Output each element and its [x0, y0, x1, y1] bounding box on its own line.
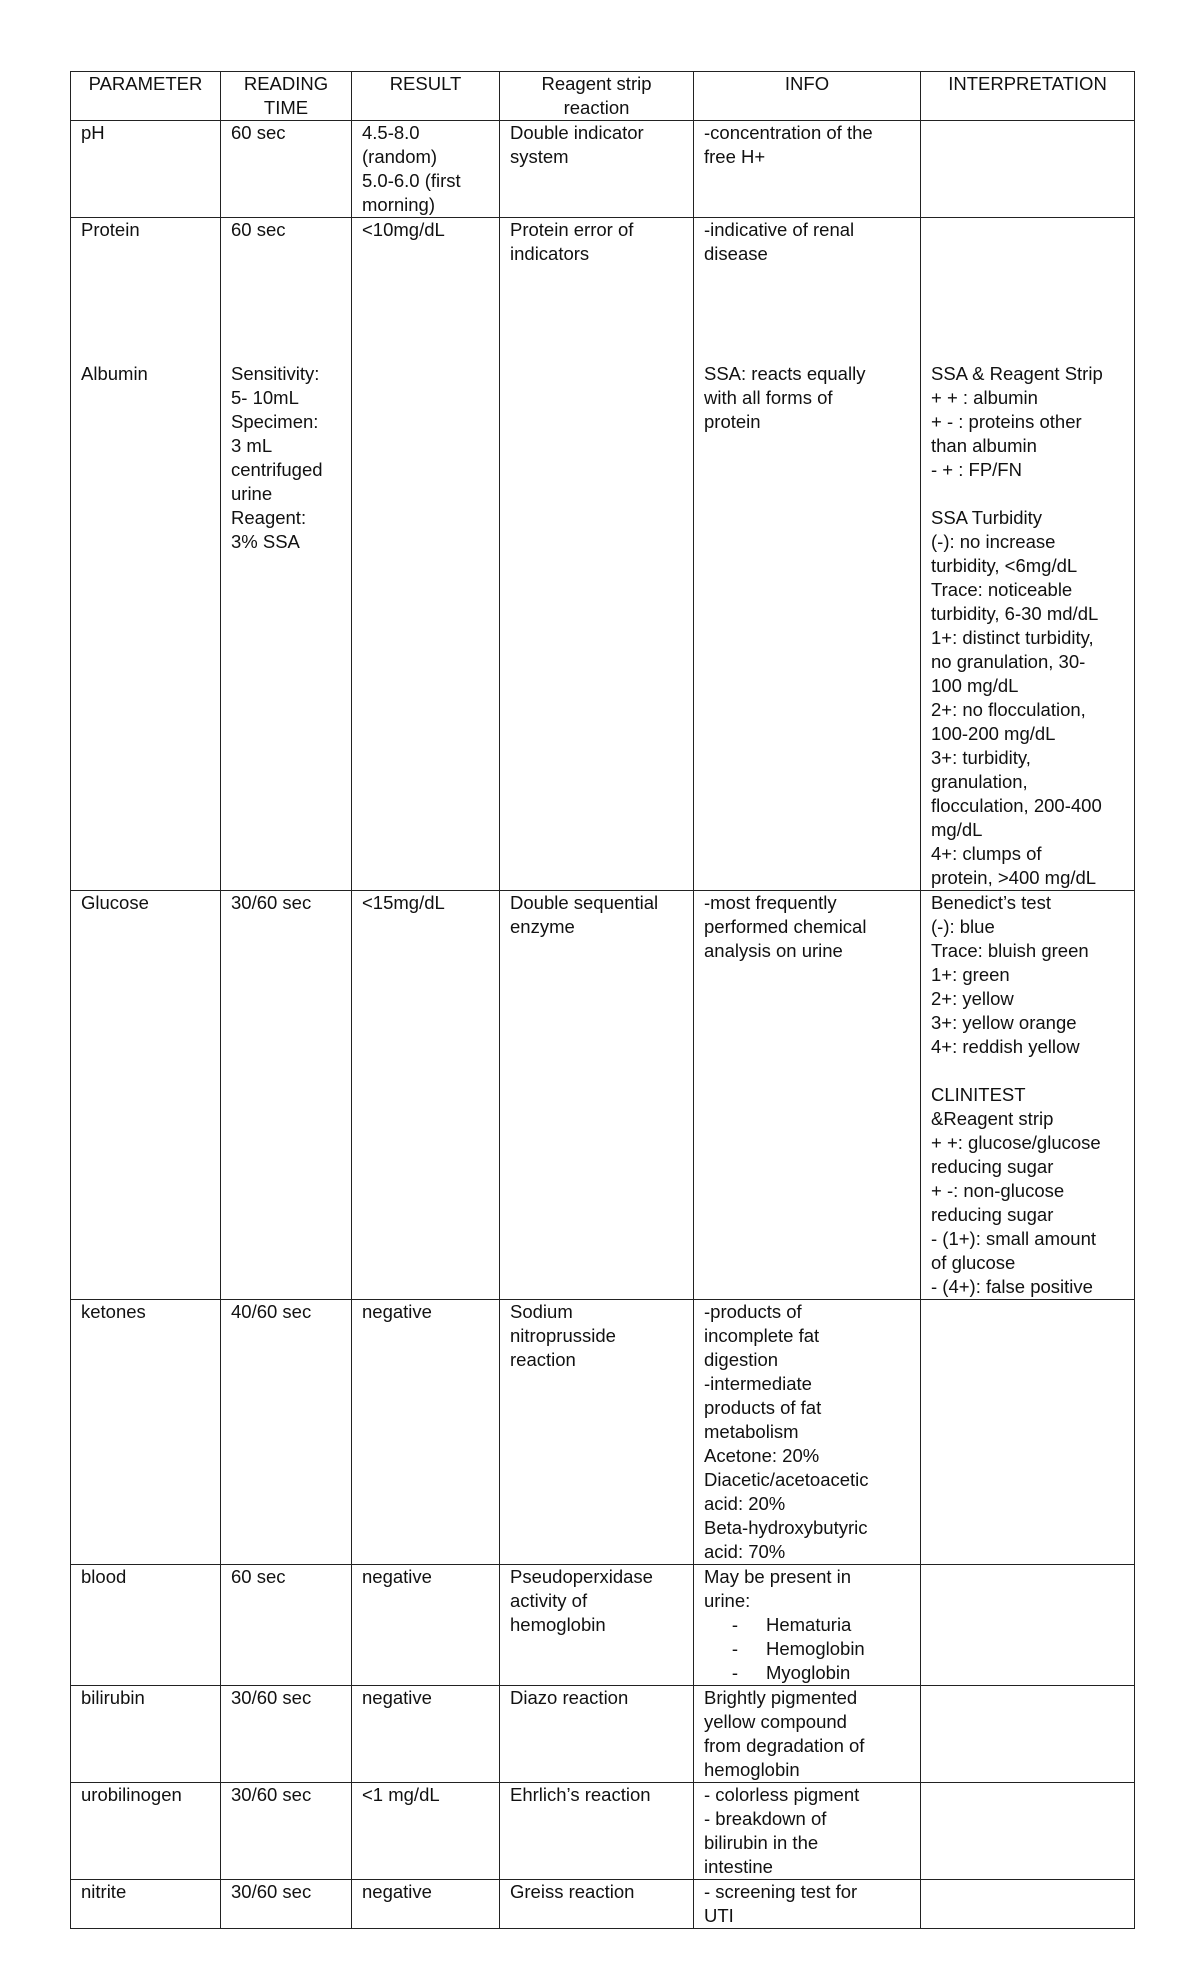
cell-interpretation [921, 1783, 1135, 1880]
cell-info [694, 1880, 921, 1929]
text-line: 1+: distinct turbidity, [931, 627, 1094, 648]
text-line: Benedict’s test [931, 892, 1051, 913]
header-interpretation [921, 72, 1135, 121]
bullet-text: Hematuria [766, 1614, 852, 1635]
cell-reading-time: 60 sec [221, 1565, 352, 1686]
cell-info [694, 1565, 921, 1686]
urinalysis-reference-table [70, 71, 1135, 1929]
cell-interpretation [921, 218, 1135, 363]
text-line: <10mg/dL [362, 219, 445, 240]
text-line: flocculation, 200-400 [931, 795, 1102, 816]
cell-interpretation [921, 1300, 1135, 1565]
text-line: hemoglobin [704, 1759, 800, 1780]
bullet-item [704, 1661, 912, 1685]
text-line: morning) [362, 194, 435, 215]
text-line: than albumin [931, 435, 1037, 456]
interpretation-block [931, 362, 1126, 482]
text-line: negative [362, 1301, 432, 1322]
text-line: protein [704, 411, 761, 432]
text-line: hemoglobin [510, 1614, 606, 1635]
cell-reagent-reaction [500, 1565, 694, 1686]
text-line: - (4+): false positive [931, 1276, 1093, 1297]
text-line: acid: 70% [704, 1541, 786, 1562]
text-line: Diacetic/acetoacetic [704, 1469, 869, 1490]
text-line: INFO [784, 73, 830, 94]
cell-parameter: Glucose [71, 891, 221, 1300]
text-line: turbidity, 6-30 md/dL [931, 603, 1099, 624]
text-line: 4+: clumps of [931, 843, 1042, 864]
bullet-item [704, 1637, 912, 1661]
text-line: + +: glucose/glucose [931, 1132, 1101, 1153]
cell-reagent-reaction [500, 362, 694, 891]
cell-interpretation [921, 121, 1135, 218]
text-line: reaction [563, 97, 630, 118]
table-row-glucose [71, 891, 1135, 1300]
text-line: Specimen: [231, 411, 319, 432]
header-parameter [71, 72, 221, 121]
cell-interpretation [921, 1880, 1135, 1929]
text-line: CLINITEST [931, 1084, 1026, 1105]
cell-reading-time: 30/60 sec [221, 1783, 352, 1880]
text-line: 3% SSA [231, 531, 300, 552]
header-reagent-strip-reaction [500, 72, 694, 121]
cell-reading-time: 40/60 sec [221, 1300, 352, 1565]
text-line: negative [362, 1566, 432, 1587]
text-line: (random) [362, 146, 438, 167]
text-line: 5.0-6.0 (first [362, 170, 461, 191]
cell-interpretation [921, 1686, 1135, 1783]
text-line: <15mg/dL [362, 892, 445, 913]
text-line: metabolism [704, 1421, 799, 1442]
text-line: incomplete fat [704, 1325, 820, 1346]
text-line: Reagent: [231, 507, 307, 528]
cell-reagent-reaction [500, 1880, 694, 1929]
text-line: 2+: no flocculation, [931, 699, 1086, 720]
text-line: - screening test for [704, 1881, 858, 1902]
cell-result [352, 1686, 500, 1783]
interpretation-block [931, 1083, 1126, 1299]
dash-bullet-icon: - [731, 1638, 738, 1659]
header-info [694, 72, 921, 121]
text-line: Reagent strip [541, 73, 652, 94]
dash-bullet-icon: - [731, 1662, 738, 1683]
text-line: 3 mL [231, 435, 273, 456]
cell-reagent-reaction [500, 1783, 694, 1880]
cell-reading-time: 30/60 sec [221, 1880, 352, 1929]
text-line: Ehrlich’s reaction [510, 1784, 651, 1805]
text-line: INTERPRETATION [948, 73, 1107, 94]
text-line: <1 mg/dL [362, 1784, 440, 1805]
text-line: Protein error of [510, 219, 634, 240]
cell-info [694, 891, 921, 1300]
bullet-item [704, 1613, 912, 1637]
text-line: May be present in [704, 1566, 852, 1587]
cell-info [694, 1300, 921, 1565]
text-line: negative [362, 1881, 432, 1902]
table-row-albumin [71, 362, 1135, 891]
table-row-protein [71, 218, 1135, 363]
text-line: RESULT [389, 73, 462, 94]
cell-parameter: bilirubin [71, 1686, 221, 1783]
text-line: 3+: turbidity, [931, 747, 1031, 768]
text-line: Beta-hydroxybutyric [704, 1517, 868, 1538]
table-row-nitrite [71, 1880, 1135, 1929]
text-line: READING [243, 73, 329, 94]
text-line: Double indicator [510, 122, 644, 143]
text-line: - colorless pigment [704, 1784, 860, 1805]
dash-bullet-icon: - [731, 1614, 738, 1635]
text-line: -most frequently [704, 892, 837, 913]
text-line: Sodium [510, 1301, 573, 1322]
text-line: 5- 10mL [231, 387, 299, 408]
text-line: + + : albumin [931, 387, 1038, 408]
header-reading-time [221, 72, 352, 121]
text-line: indicators [510, 243, 590, 264]
text-line: activity of [510, 1590, 588, 1611]
text-line: protein, >400 mg/dL [931, 867, 1097, 888]
text-line: -concentration of the [704, 122, 873, 143]
text-line: -intermediate [704, 1373, 812, 1394]
table-row-ketones [71, 1300, 1135, 1565]
text-line: -indicative of renal [704, 219, 855, 240]
text-line: analysis on urine [704, 940, 843, 961]
text-line: 100-200 mg/dL [931, 723, 1056, 744]
bullet-text: Hemoglobin [766, 1638, 865, 1659]
text-line: SSA Turbidity [931, 507, 1043, 528]
text-line: 4+: reddish yellow [931, 1036, 1080, 1057]
cell-parameter: urobilinogen [71, 1783, 221, 1880]
info-bullet-list [704, 1613, 912, 1685]
text-line: enzyme [510, 916, 575, 937]
text-line: 1+: green [931, 964, 1010, 985]
cell-result [352, 362, 500, 891]
cell-parameter: blood [71, 1565, 221, 1686]
interpretation-block [931, 506, 1126, 890]
text-line: performed chemical [704, 916, 867, 937]
text-line: 100 mg/dL [931, 675, 1019, 696]
text-line: yellow compound [704, 1711, 847, 1732]
text-line: Sensitivity: [231, 363, 320, 384]
text-line: Pseudoperxidase [510, 1566, 653, 1587]
text-line: Brightly pigmented [704, 1687, 858, 1708]
text-line: turbidity, <6mg/dL [931, 555, 1078, 576]
text-line: Trace: bluish green [931, 940, 1089, 961]
cell-interpretation [921, 1565, 1135, 1686]
text-line: no granulation, 30- [931, 651, 1086, 672]
table-row-blood [71, 1565, 1135, 1686]
text-line: Double sequential [510, 892, 659, 913]
cell-result [352, 891, 500, 1300]
cell-result [352, 1565, 500, 1686]
cell-parameter: Albumin [71, 362, 221, 891]
text-line: reaction [510, 1349, 576, 1370]
text-line: of glucose [931, 1252, 1016, 1273]
cell-result [352, 121, 500, 218]
text-line: disease [704, 243, 768, 264]
text-line: Diazo reaction [510, 1687, 629, 1708]
text-line: urine: [704, 1590, 751, 1611]
info-text [704, 1565, 912, 1613]
interpretation-block [931, 891, 1126, 1059]
text-line: (-): no increase [931, 531, 1056, 552]
text-line: &Reagent strip [931, 1108, 1054, 1129]
text-line: granulation, [931, 771, 1028, 792]
cell-info [694, 1783, 921, 1880]
text-line: mg/dL [931, 819, 983, 840]
text-line: free H+ [704, 146, 766, 167]
cell-reagent-reaction [500, 1300, 694, 1565]
cell-result [352, 1783, 500, 1880]
cell-parameter: nitrite [71, 1880, 221, 1929]
text-line: (-): blue [931, 916, 995, 937]
cell-result [352, 1300, 500, 1565]
text-line: intestine [704, 1856, 773, 1877]
text-line: centrifuged [231, 459, 323, 480]
text-line: products of fat [704, 1397, 822, 1418]
text-line: + - : proteins other [931, 411, 1082, 432]
cell-result [352, 218, 500, 363]
cell-reagent-reaction [500, 1686, 694, 1783]
text-line: SSA: reacts equally [704, 363, 866, 384]
text-line: from degradation of [704, 1735, 865, 1756]
bullet-text: Myoglobin [766, 1662, 851, 1683]
text-line: - + : FP/FN [931, 459, 1022, 480]
cell-result [352, 1880, 500, 1929]
cell-reagent-reaction [500, 218, 694, 363]
header-result [352, 72, 500, 121]
cell-parameter: pH [71, 121, 221, 218]
cell-interpretation [921, 362, 1135, 891]
table-row-bilirubin [71, 1686, 1135, 1783]
text-line: 3+: yellow orange [931, 1012, 1077, 1033]
text-line: reducing sugar [931, 1156, 1054, 1177]
text-line: acid: 20% [704, 1493, 786, 1514]
text-line: Acetone: 20% [704, 1445, 820, 1466]
text-line: - (1+): small amount [931, 1228, 1097, 1249]
text-line: -products of [704, 1301, 802, 1322]
table-row-urobilinogen [71, 1783, 1135, 1880]
cell-reading-time: 60 sec [221, 121, 352, 218]
text-line: 2+: yellow [931, 988, 1014, 1009]
text-line: 4.5-8.0 [362, 122, 420, 143]
cell-parameter: ketones [71, 1300, 221, 1565]
cell-info [694, 218, 921, 363]
text-line: bilirubin in the [704, 1832, 819, 1853]
text-line: reducing sugar [931, 1204, 1054, 1225]
text-line: TIME [263, 97, 309, 118]
text-line: SSA & Reagent Strip [931, 363, 1103, 384]
cell-reading-time: 30/60 sec [221, 1686, 352, 1783]
cell-reagent-reaction [500, 891, 694, 1300]
text-line: system [510, 146, 569, 167]
text-line: negative [362, 1687, 432, 1708]
text-line: nitroprusside [510, 1325, 616, 1346]
text-line: Trace: noticeable [931, 579, 1073, 600]
text-line: UTI [704, 1905, 734, 1926]
cell-info [694, 1686, 921, 1783]
text-line: with all forms of [704, 387, 833, 408]
text-line: + -: non-glucose [931, 1180, 1065, 1201]
text-line: digestion [704, 1349, 779, 1370]
cell-reading-time: 60 sec [221, 218, 352, 363]
document-page [70, 71, 1134, 1929]
text-line: PARAMETER [88, 73, 203, 94]
cell-reading-time [221, 362, 352, 891]
text-line: Greiss reaction [510, 1881, 635, 1902]
table-row-ph [71, 121, 1135, 218]
cell-reading-time: 30/60 sec [221, 891, 352, 1300]
cell-interpretation [921, 891, 1135, 1300]
text-line: - breakdown of [704, 1808, 827, 1829]
cell-parameter: Protein [71, 218, 221, 363]
cell-info [694, 121, 921, 218]
table-header-row [71, 72, 1135, 121]
text-line: urine [231, 483, 273, 504]
cell-info [694, 362, 921, 891]
cell-reagent-reaction [500, 121, 694, 218]
